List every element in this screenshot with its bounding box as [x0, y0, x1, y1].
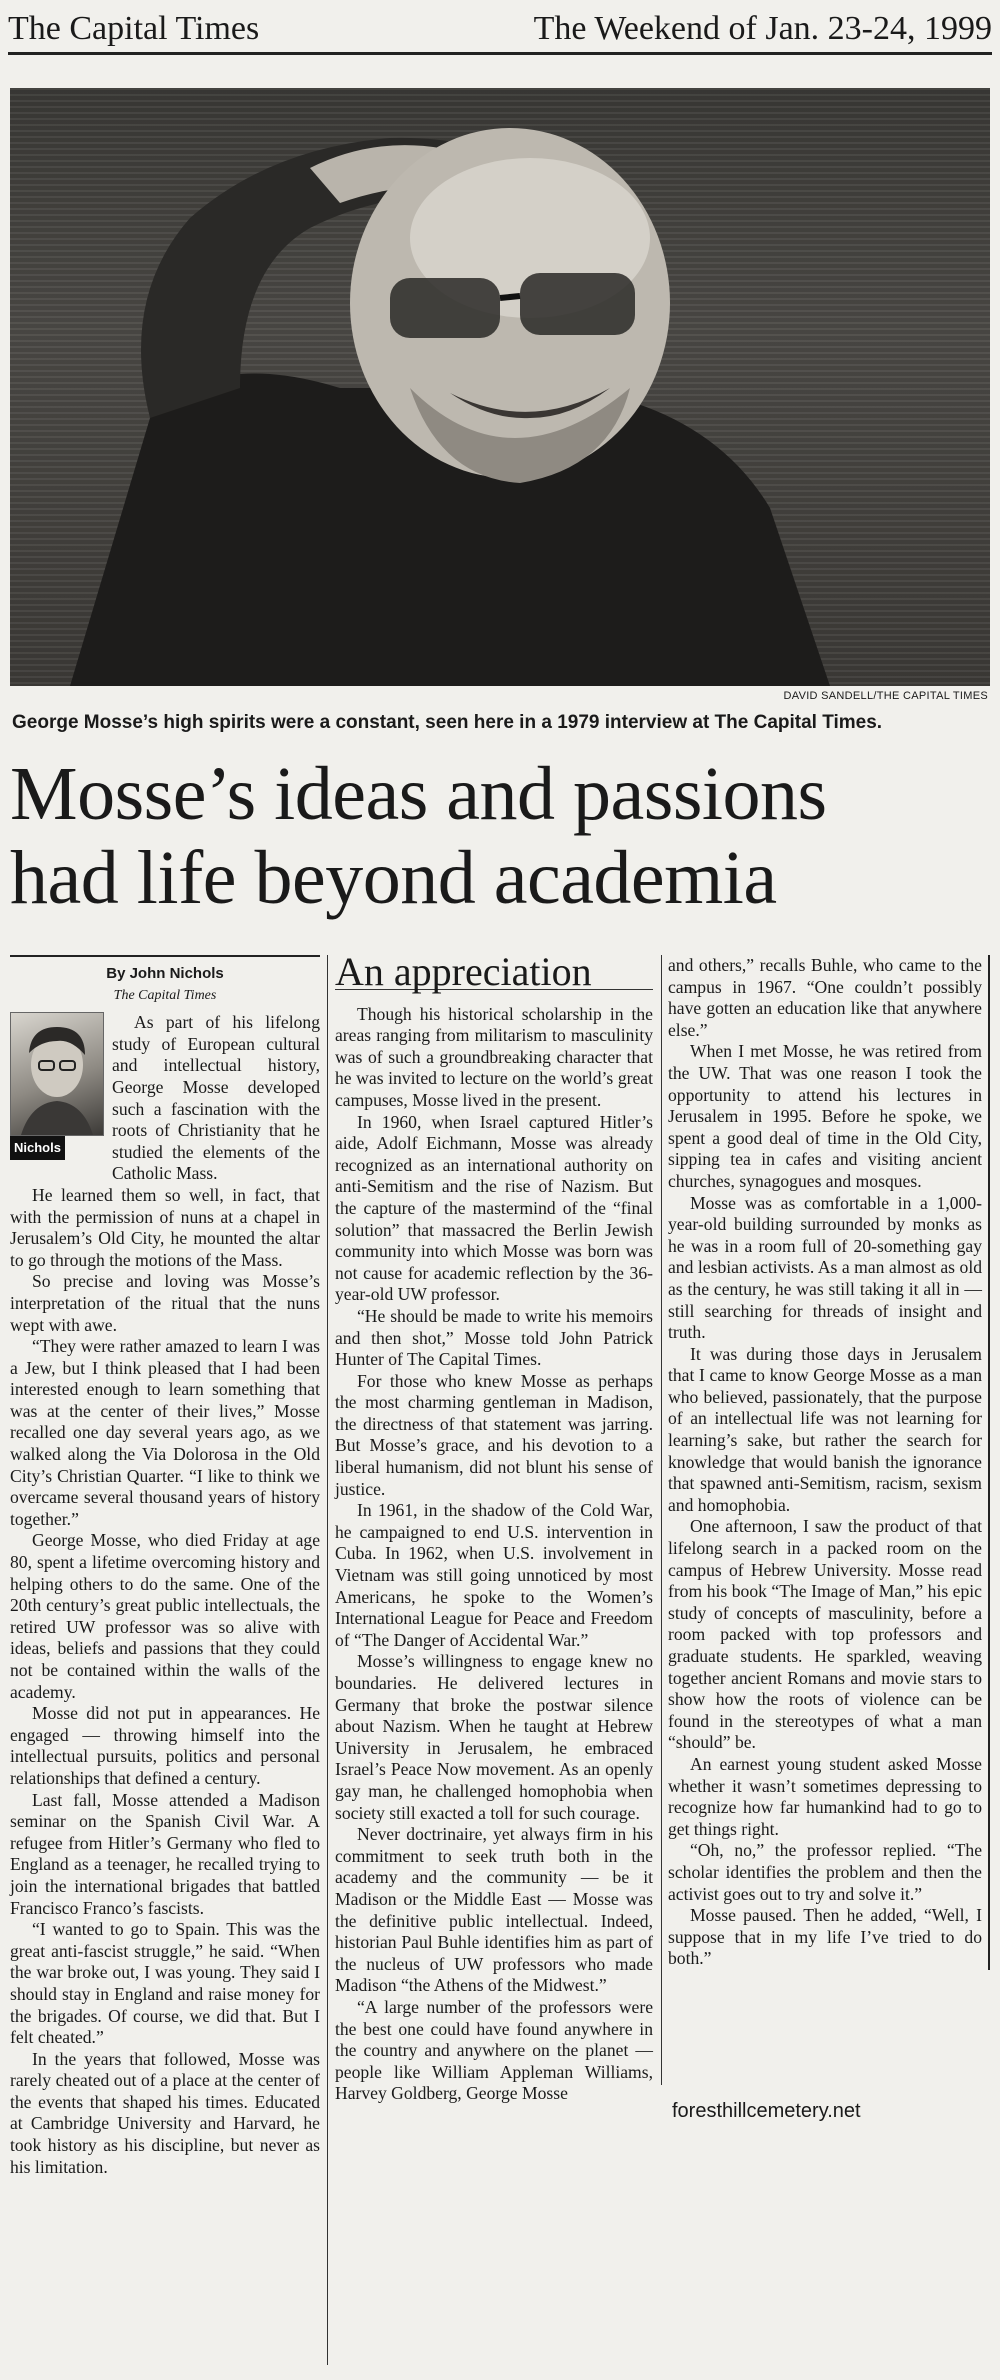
col3-para: “Oh, no,” the professor replied. “The scholar identifies the problem and then the activist goes out to try and solve it.” — [668, 1840, 982, 1904]
col2-para: Never doctrinaire, yet always firm in his commitment to seek truth both in the academy and the community — be it Madison or the Middle East — Mosse was the definitive public intellectual. Indeed, historian Paul Buhle identifies him as part of the nucleus of UW professors who made Madison “the Athens of the Midwest.” — [335, 1824, 653, 1996]
byline-org: The Capital Times — [113, 987, 217, 1003]
col3-para: Mosse was as comfortable in a 1,000-year-old building surrounded by monks as he was in a room full of 20-something gay and lesbian activists. As a man almost as old as the century, he was still taking it all in — still searching for threads of insight and truth. — [668, 1192, 982, 1343]
kicker-appreciation: An appreciation — [335, 961, 653, 990]
col3-para: When I met Mosse, he was retired from the UW. That was one reason I took the opportunity to attend his lectures in Jerusalem in 1995. Before he spoke, we spent a good deal of time in the Old City, sipping tea in cafes and visiting ancient churches, synagogues and mosques. — [668, 1041, 982, 1191]
column-2 — [335, 949, 653, 2105]
col2-para: Mosse’s willingness to engage knew no boundaries. He delivered lectures in Germany that broke the postwar silence about Nazism. When he taught at Hebrew University in Jerusalem, he embraced Israel’s Peace Now movement. As an openly gay man, he challenged homophobia when society still exacted a toll for such courage. — [335, 1651, 653, 1823]
column-3 — [668, 955, 990, 1970]
col1-para: In the years that followed, Mosse was rarely cheated out of a place at the center of the events that shaped his times. Educated at Cambridge University and Harvard, he took history as his discipline, but never as his limitation. — [10, 2048, 320, 2177]
col2-para: “A large number of the professors were the best one could have found anywhere in the country and anywhere on the planet — people like William Appleman Williams, Harvey Goldberg, George Mosse — [335, 1996, 653, 2104]
col3-para: An earnest young student asked Mosse whether it wasn’t sometimes depressing to recognize how far humankind had to go to get things right. — [668, 1753, 982, 1839]
col1-para: “I wanted to go to Spain. This was the great anti-fascist struggle,” he said. “When the war broke out, I was young. They said I should stay in England and raise money for the brigades. Of course, we did that. But I felt cheated.” — [10, 1919, 320, 2048]
col1-para: George Mosse, who died Friday at age 80, spent a lifetime overcoming history and helping others to do the same. One of the 20th century’s great public intellectuals, the retired UW professor was so alive with ideas, beliefs and passions that they could not be contained within the walls of the academy. — [10, 1530, 320, 1702]
col1-para: Last fall, Mosse attended a Madison seminar on the Spanish Civil War. A refugee from Hitler’s Germany who fled to England as a teenager, he recalled trying to join the international brigades that battled Francisco Franco’s fascists. — [10, 1789, 320, 1918]
column-1 — [10, 955, 320, 2178]
source-watermark: foresthillcemetery.net — [672, 2100, 861, 2122]
photo-credit: DAVID SANDELL/THE CAPITAL TIMES — [783, 690, 988, 702]
headline — [10, 752, 990, 920]
masthead — [8, 6, 992, 55]
col2-para: In 1960, when Israel captured Hitler’s aide, Adolf Eichmann, Mosse was already recognized as an international authority on anti-Semitism and the rise of Nazism. But the capture of the mastermind of the “final solution” that massacred the Berlin Jewish community into which Mosse was born was not cause for academic reflection by the 36-year-old UW professor. — [335, 1111, 653, 1305]
col3-para: Mosse paused. Then he added, “Well, I suppose that in my life I’ve tried to do both.” — [668, 1905, 982, 1969]
col3-para: and others,” recalls Buhle, who came to the campus in 1967. “One couldn’t possibly have gotten an education like that anywhere else.” — [668, 955, 982, 1040]
col1-para: So precise and loving was Mosse’s interpretation of the ritual that the nuns wept with awe. — [10, 1271, 320, 1335]
col1-para: “They were rather amazed to learn I was a Jew, but I think pleased that I had been interested enough to learn something that was at the center of their lives,” Mosse recalled one day several years ago, as we walked along the Via Dolorosa in the Old City’s Christian Quarter. “I like to think we overcame several thousand years of history together.” — [10, 1336, 320, 1529]
col2-para: Though his historical scholarship in the areas ranging from militarism to masculinity was of such a groundbreaking character that he was invited to lecture on the world’s great campuses, Mosse lived in the present. — [335, 1003, 653, 1110]
issue-date: The Weekend of Jan. 23-24, 1999 — [533, 10, 992, 47]
col3-para: One afternoon, I saw the product of that lifelong search in a packed room on the campus of Hebrew University. Mosse read from his book “The Image of Man,” his epic study of concepts of masculinity, before a room packed with top professors and graduate students. He sparkled, weaving together ancient Romans and movie stars to show how the roots of violence can be found in the stereotypes of what a man “should” be. — [668, 1516, 982, 1753]
col1-para: As part of his lifelong study of European cultural and intellectual history, George Mosse developed such a fascination with the roots of Christianity that he studied the elements of the Catholic Mass. — [112, 1012, 320, 1184]
col1-para: Mosse did not put in appearances. He engaged — throwing himself into the intellectual pursuits, politics and personal relationships that defined a century. — [10, 1703, 320, 1788]
col2-para: In 1961, in the shadow of the Cold War, he campaigned to end U.S. intervention in Cuba. In 1962, when U.S. involvement in Vietnam was still going unnoticed by most Americans, he spoke to the Women’s International League for Peace and Freedom of “The Danger of Accidental War.” — [335, 1500, 653, 1650]
photo-caption: George Mosse’s high spirits were a constant, seen here in a 1979 interview at The Capital Times. — [12, 712, 883, 733]
col2-para: “He should be made to write his memoirs and then shot,” Mosse told John Patrick Hunter of The Capital Times. — [335, 1305, 653, 1370]
headline-line-1: Mosse’s ideas and passions — [10, 752, 827, 836]
byline — [10, 955, 320, 1006]
col1-para: He learned them so well, in fact, that with the permission of nuns at a chapel in Jerusalem’s Old City, he mounted the altar to go through the motions of the Mass. — [10, 1184, 320, 1270]
byline-author: By John Nichols — [106, 965, 224, 982]
col3-para: It was during those days in Jerusalem that I came to know George Mosse as a man who believed, passionately, that the purpose of an intellectual life was not learning for learning’s sake, but rather the search for knowledge that would banish the ignorance that spawned anti-Semitism, racism, sexism and homophobia. — [668, 1343, 982, 1515]
headline-line-2: had life beyond academia — [10, 836, 777, 920]
col2-para: For those who knew Mosse as perhaps the most charming gentleman in Madison, the directness of that statement was jarring. But Mosse’s grace, and his devotion to a liberal humanism, did not blunt his sense of justice. — [335, 1370, 653, 1499]
lead-photo — [10, 88, 990, 686]
paper-name: The Capital Times — [8, 10, 260, 47]
mugshot-label: Nichols — [10, 1136, 65, 1160]
author-mugshot — [10, 1012, 102, 1160]
